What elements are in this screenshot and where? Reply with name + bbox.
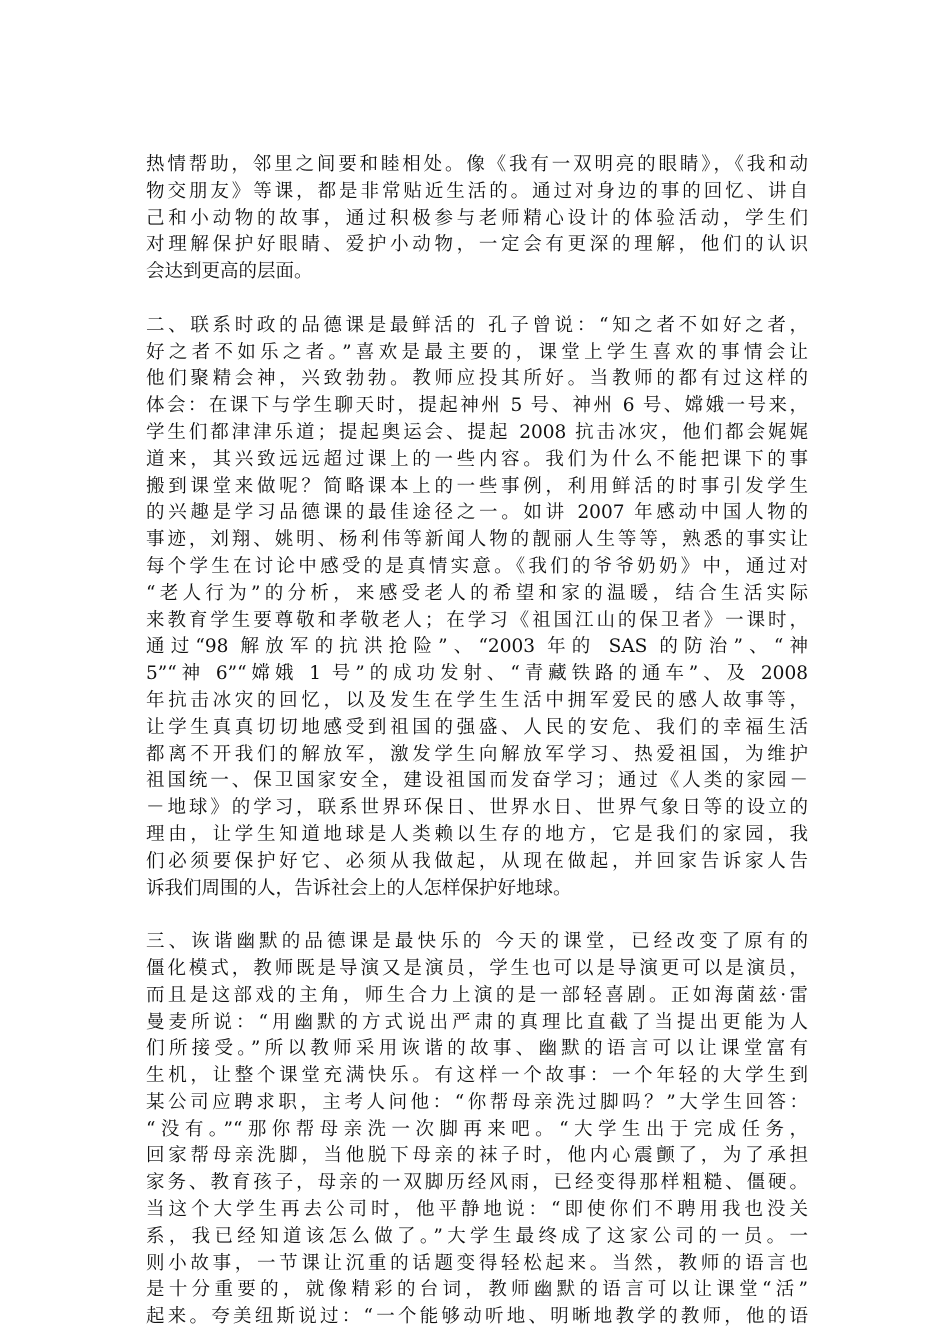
text-line: 道来，其兴致远远超过课上的一些内容。我们为什么不能把课下的事 — [146, 448, 808, 470]
text-line: 生机，让整个课堂充满快乐。有这样一个故事：一个年轻的大学生到 — [146, 1065, 808, 1087]
text-line: 通过“98 解放军的抗洪抢险”、“2003 年的 SAS 的防治”、“神 — [146, 636, 808, 658]
text-line: 系，我已经知道该怎么做了。”大学生最终成了这家公司的一员。一 — [146, 1225, 808, 1247]
text-line: 们所接受。”所以教师采用诙谐的故事、幽默的语言可以让课堂富有 — [146, 1038, 808, 1060]
text-line: 热情帮助，邻里之间要和睦相处。像《我有一双明亮的眼睛》，《我和动 — [146, 154, 808, 175]
text-line: 体会：在课下与学生聊天时，提起神州 5 号、神州 6 号、嫦娥一号来， — [146, 395, 808, 417]
text-line: 家务、教育孩子，母亲的一双脚历经风雨，已经变得那样粗糙、僵硬。 — [146, 1172, 808, 1194]
text-line: 起来。夸美纽斯说过：“一个能够动听地、明晰地教学的教师，他的语 — [146, 1306, 808, 1328]
text-line: 曼麦所说：“用幽默的方式说出严肃的真理比直截了当提出更能为人 — [146, 1011, 808, 1033]
text-line: 是十分重要的，就像精彩的台词，教师幽默的语言可以让课堂“活” — [146, 1279, 808, 1301]
text-line: 他们聚精会神，兴致勃勃。教师应投其所好。当教师的都有过这样的 — [146, 368, 808, 390]
text-line: 理由，让学生知道地球是人类赖以生存的地方，它是我们的家园，我 — [146, 823, 808, 845]
text-line: 的兴趣是学习品德课的最佳途径之一。如讲 2007 年感动中国人物的 — [146, 502, 808, 524]
text-line: 二、联系时政的品德课是最鲜活的 孔子曾说：“知之者不如好之者， — [146, 314, 808, 336]
text-line: 物交朋友》等课，都是非常贴近生活的。通过对身边的事的回忆、讲自 — [146, 180, 808, 202]
paragraph-2 — [146, 313, 808, 903]
text-line: 己和小动物的故事，通过积极参与老师精心设计的体验活动，学生们 — [146, 207, 808, 229]
text-line: 则小故事，一节课让沉重的话题变得轻松起来。当然，教师的语言也 — [146, 1252, 808, 1274]
text-line: “没有。”“那你帮母亲洗一次脚再来吧。“大学生出于完成任务， — [146, 1118, 808, 1140]
text-line: 三、诙谐幽默的品德课是最快乐的 今天的课堂，已经改变了原有的 — [146, 931, 808, 953]
text-line: 都离不开我们的解放军，激发学生向解放军学习、热爱祖国，为维护 — [146, 743, 808, 765]
text-line: 会达到更高的层面。 — [146, 261, 313, 283]
text-line: 而且是这部戏的主角，师生合力上演的是一部轻喜剧。正如海菌兹·雷 — [146, 984, 808, 1006]
text-line: 们必须要保护好它、必须从我做起，从现在做起，并回家告诉家人告 — [146, 850, 808, 872]
text-line: 让学生真真切切地感受到祖国的强盛、人民的安危、我们的幸福生活 — [146, 716, 808, 738]
text-line: 僵化模式，教师既是导演又是演员，学生也可以是导演更可以是演员， — [146, 957, 808, 979]
text-line: 每个学生在讨论中感受的是真情实意。《我们的爷爷奶奶》中，通过对 — [146, 555, 808, 577]
text-line: 事迹，刘翔、姚明、杨利伟等新闻人物的靓丽人生等等，熟悉的事实让 — [146, 529, 808, 551]
text-line: “老人行为”的分析，来感受老人的希望和家的温暖，结合生活实际 — [146, 582, 808, 604]
text-line: 年抗击冰灾的回忆，以及发生在学生生活中拥军爱民的感人故事等， — [146, 689, 808, 711]
text-line: 来教育学生要尊敬和孝敬老人；在学习《祖国江山的保卫者》一课时， — [146, 609, 808, 631]
paragraph-gap — [146, 902, 808, 929]
paragraph-3 — [146, 929, 808, 1331]
text-line: －地球》的学习，联系世界环保日、世界水日、世界气象日等的设立的 — [146, 797, 808, 819]
text-line: 某公司应聘求职，主考人问他：“你帮母亲洗过脚吗？”大学生回答： — [146, 1091, 808, 1113]
text-line: 祖国统一、保卫国家安全，建设祖国而发奋学习；通过《人类的家园－ — [146, 770, 808, 792]
text-line: 回家帮母亲洗脚，当他脱下母亲的袜子时，他内心震颤了，为了承担 — [146, 1145, 808, 1167]
text-line: 5”“神 6”“嫦娥 1 号”的成功发射、“青藏铁路的通车”、及 2008 — [146, 663, 808, 685]
paragraph-gap — [146, 286, 808, 313]
text-line: 搬到课堂来做呢？简略课本上的一些事例，利用鲜活的时事引发学生 — [146, 475, 808, 497]
text-line: 当这个大学生再去公司时，他平静地说：“即使你们不聘用我也没关 — [146, 1199, 808, 1221]
document-body — [146, 152, 808, 1331]
text-line: 好之者不如乐之者。”喜欢是最主要的，课堂上学生喜欢的事情会让 — [146, 341, 808, 363]
text-line: 学生们都津津乐道；提起奥运会、提起 2008 抗击冰灾，他们都会娓娓 — [146, 421, 808, 443]
text-line: 对理解保护好眼睛、爱护小动物，一定会有更深的理解，他们的认识 — [146, 234, 808, 256]
text-line: 诉我们周围的人，告诉社会上的人怎样保护好地球。 — [146, 877, 572, 899]
paragraph-1 — [146, 152, 808, 286]
